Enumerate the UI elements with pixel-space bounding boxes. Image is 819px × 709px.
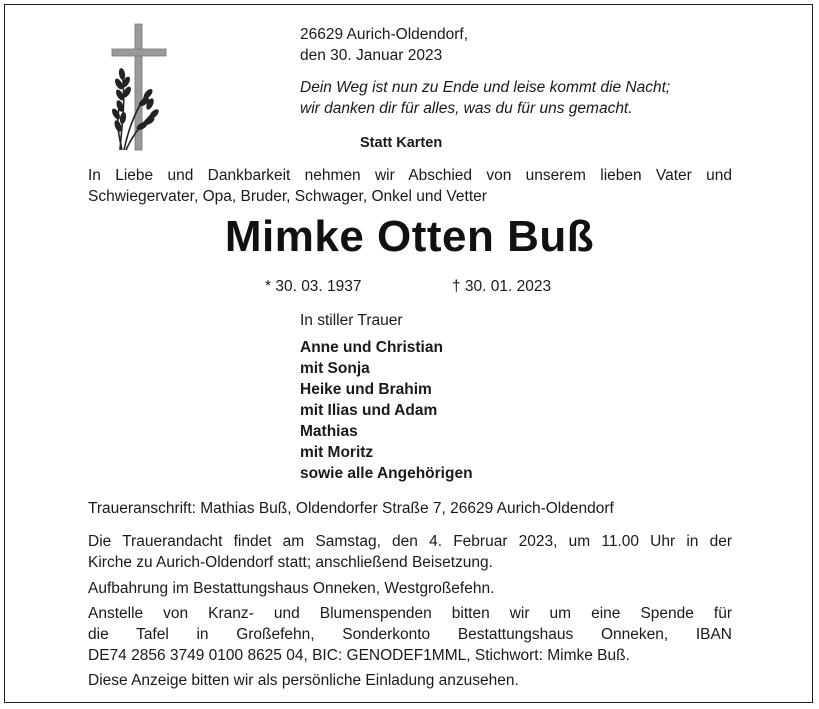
deceased-name: Mimke Otten Buß xyxy=(224,212,595,261)
verse-line-2: wir danken dir für alles, was du für uns gemacht. xyxy=(300,100,633,117)
mourning-address: Traueranschrift: Mathias Buß, Oldendorfer Straße 7, 26629 Aurich-Oldendorf xyxy=(88,500,614,517)
place-line: 26629 Aurich-Oldendorf, xyxy=(300,26,469,43)
mourner-item: Anne und Christian xyxy=(300,339,443,356)
death-date: † 30. 01. 2023 xyxy=(452,278,552,295)
verse-line-1: Dein Weg ist nun zu Ende und leise kommt die Nacht; xyxy=(300,79,671,96)
donation-line-1: Anstelle von Kranz- und Blumenspenden bitten wir um eine Spende für xyxy=(88,605,732,622)
mourner-list xyxy=(300,337,473,484)
birth-date: * 30. 03. 1937 xyxy=(265,278,362,295)
cross-with-wheat-icon xyxy=(108,22,170,152)
intro-line-2: Schwiegervater, Opa, Bruder, Schwager, Onkel und Vetter xyxy=(88,188,487,205)
mourner-item: mit Moritz xyxy=(300,444,374,461)
donation-line-3: DE74 2856 3749 0100 8625 04, BIC: GENODEF1MML, Stichwort: Mimke Buß. xyxy=(88,647,630,664)
mourner-item: Mathias xyxy=(300,423,358,440)
statt-karten-label: Statt Karten xyxy=(360,135,443,151)
invitation-line: Diese Anzeige bitten wir als persönliche Einladung anzusehen. xyxy=(88,672,519,689)
donation-line-2: die Tafel in Großefehn, Sonderkonto Bestattungshaus Onneken, IBAN xyxy=(88,626,732,643)
mourning-heading: In stiller Trauer xyxy=(300,312,403,329)
service-line-2: Kirche zu Aurich-Oldendorf statt; anschließend Beisetzung. xyxy=(88,554,493,571)
mourner-item: sowie alle Angehörigen xyxy=(300,465,473,482)
viewing-line: Aufbahrung im Bestattungshaus Onneken, Westgroßefehn. xyxy=(88,580,495,597)
date-line: den 30. Januar 2023 xyxy=(300,47,443,64)
intro-line-1: In Liebe und Dankbarkeit nehmen wir Abschied von unserem lieben Vater und xyxy=(88,167,732,184)
mourner-item: Heike und Brahim xyxy=(300,381,432,398)
mourner-item: mit Sonja xyxy=(300,360,370,377)
service-line-1: Die Trauerandacht findet am Samstag, den 4. Februar 2023, um 11.00 Uhr in der xyxy=(88,533,732,550)
mourner-item: mit Ilias und Adam xyxy=(300,402,438,419)
